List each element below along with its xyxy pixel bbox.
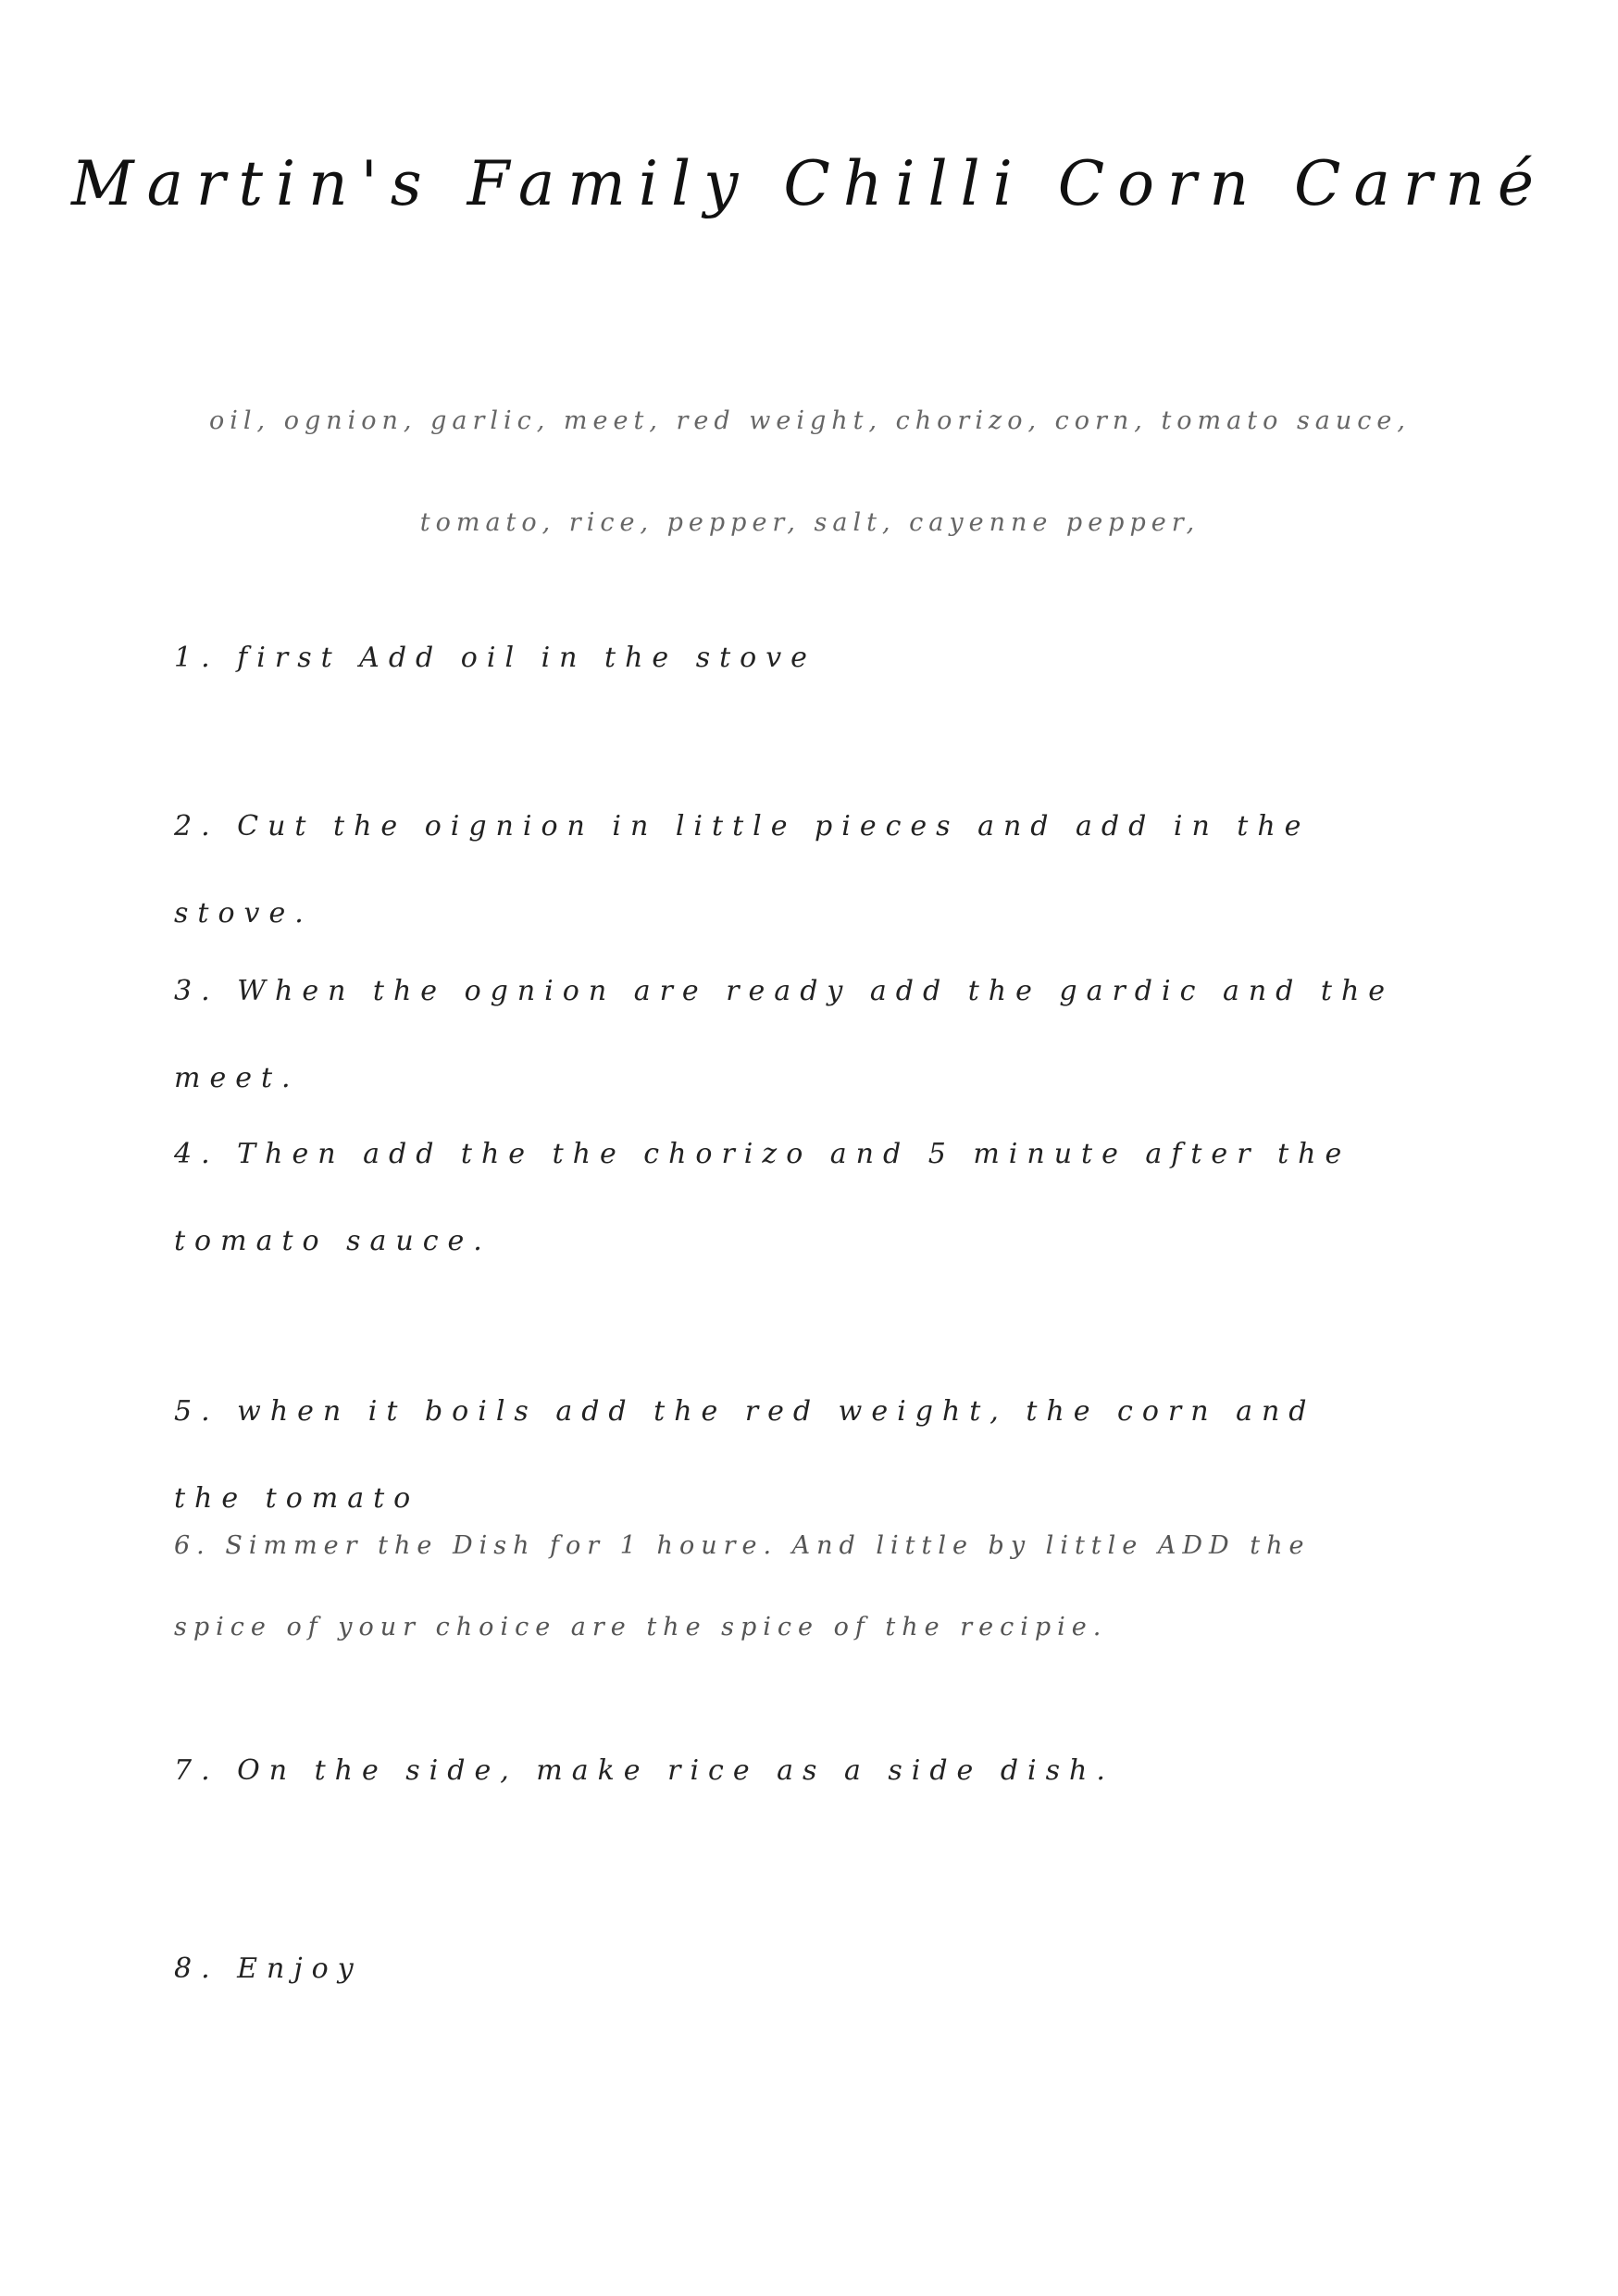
- step-1: 1. first Add oil in the stove: [174, 642, 816, 674]
- step-2: 2. Cut the oignion in little pieces and add in the stove.: [174, 810, 1311, 930]
- step-3: 3. When the ognion are ready add the gardic and the meet.: [174, 975, 1395, 1094]
- step-7: 7. On the side, make rice as a side dish.: [174, 1754, 1114, 1787]
- step-6: 6. Simmer the Dish for 1 houre. And little by little ADD the spice of your choice are the spice of the recipie.: [174, 1531, 1311, 1641]
- recipe-title: Martin's Family Chilli Corn Carné: [71, 148, 1547, 219]
- ingredients-list: oil, ognion, garlic, meet, red weight, chorizo, corn, tomato sauce, tomato, rice, pepper, salt, cayenne pepper,: [209, 406, 1411, 537]
- step-8: 8. Enjoy: [174, 1953, 363, 1985]
- step-5: 5. when it boils add the red weight, the corn and the tomato: [174, 1395, 1316, 1515]
- step-4: 4. Then add the the chorizo and 5 minute after the tomato sauce.: [174, 1138, 1351, 1257]
